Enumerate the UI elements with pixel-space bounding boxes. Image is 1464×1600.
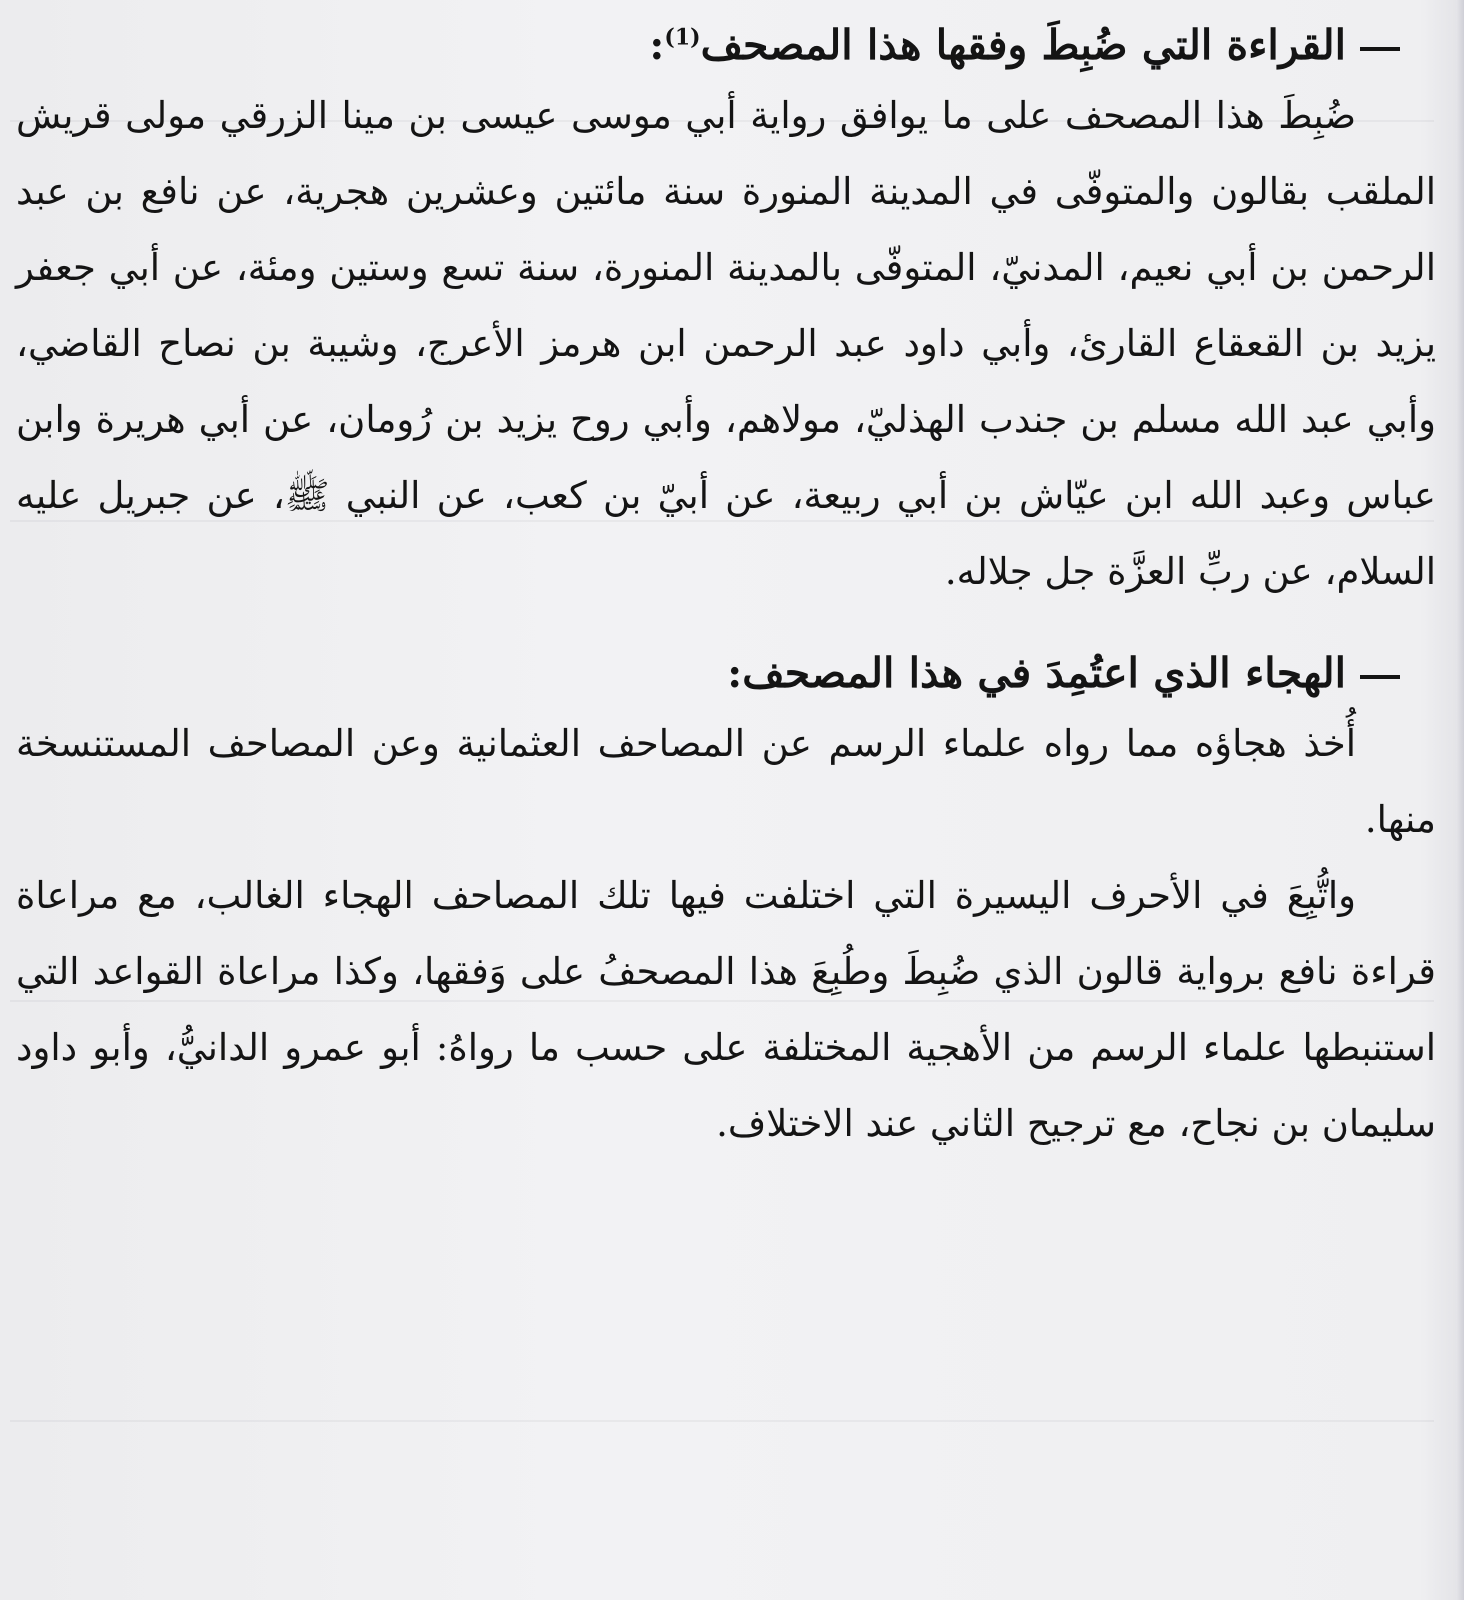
- section-heading-orthography: [16, 646, 1400, 700]
- section-heading-reading: [16, 18, 1400, 72]
- orthography-paragraph-2: واتُّبِعَ في الأحرف اليسيرة التي اختلفت فيها تلك المصاحف الهجاء الغالب، مع مراعاة قراءة نافع برواية قالون الذي ضُبِطَ وطُبِعَ هذا المصحفُ على وَفقها، وكذا مراعاة القواعد التي استنبطها علماء الرسم من الأهجية المختلفة على حسب ما رواهُ: أبو عمرو الدانيُّ، وأبو داود سليمان بن نجاح، مع ترجيح الثاني عند الاختلاف.: [16, 874, 1436, 1145]
- footnote-marker: (1): [664, 24, 701, 51]
- heading-text: الهجاء الذي اعتُمِدَ في هذا المصحف:: [727, 649, 1346, 697]
- reading-paragraph: ضُبِطَ هذا المصحف على ما يوافق رواية أبي موسى عيسى بن مينا الزرقي مولى قريش الملقب بقالون والمتوفّى في المدينة المنورة سنة مائتين وعشرين هجرية، عن نافع بن عبد الرحمن بن أبي نعيم، المدنيّ، المتوفّى بالمدينة المنورة، سنة تسع وستين ومئة، عن أبي جعفر يزيد بن القعقاع القارئ، وأبي داود عبد الرحمن ابن هرمز الأعرج، وشيبة بن نصاح القاضي، وأبي عبد الله مسلم بن جندب الهذليّ، مولاهم، وأبي روح يزيد بن رُومان، عن أبي هريرة وابن عباس وعبد الله ابن عيّاش بن أبي ربيعة، عن أبيّ بن كعب، عن النبي ﷺ، عن جبريل عليه السلام، عن ربِّ العزَّة جل جلاله.: [16, 94, 1436, 593]
- heading-dash: [1360, 47, 1400, 51]
- page-edge-shadow: [1456, 0, 1464, 1600]
- heading-dash: [1360, 675, 1400, 679]
- heading-colon: :: [649, 21, 665, 69]
- bleed-through-line: [10, 1420, 1434, 1422]
- orthography-paragraph-1: أُخذ هجاؤه مما رواه علماء الرسم عن المصاحف العثمانية وعن المصاحف المستنسخة منها.: [16, 722, 1436, 841]
- heading-text: القراءة التي ضُبِطَ وفقها هذا المصحف: [700, 21, 1346, 69]
- document-body: [16, 0, 1436, 1162]
